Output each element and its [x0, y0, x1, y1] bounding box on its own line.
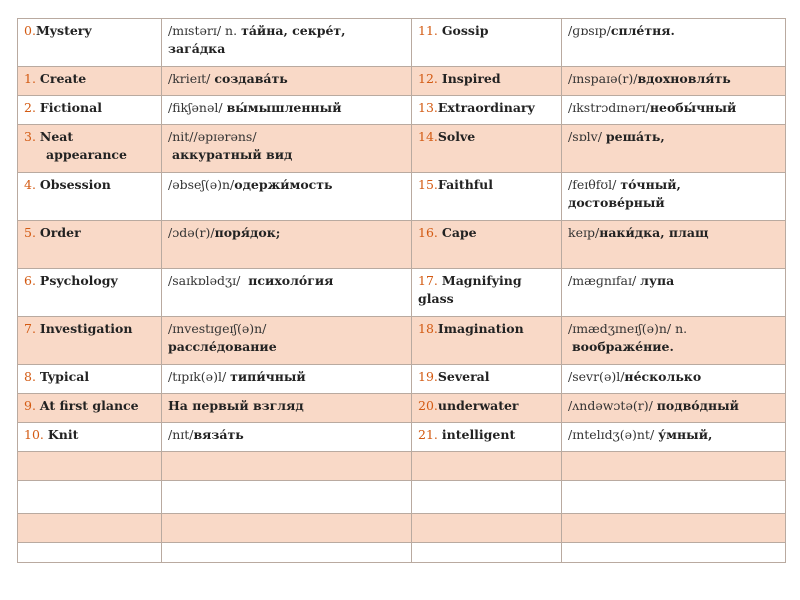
word-cell: 7. Investigation — [18, 317, 162, 365]
word-cell: 4. Obsession — [18, 173, 162, 221]
table-row — [18, 19, 786, 67]
empty-cell — [562, 514, 786, 543]
word-cell: 14.Solve — [412, 125, 562, 173]
table-row — [18, 125, 786, 173]
table-row — [18, 423, 786, 452]
word-cell: 3. Neat appearance — [18, 125, 162, 173]
empty-cell — [562, 481, 786, 514]
translation-cell: /fikʃənəl/ вы́мышленный — [162, 96, 412, 125]
word-cell: 2. Fictional — [18, 96, 162, 125]
empty-cell — [18, 452, 162, 481]
word-cell: 6. Psychology — [18, 269, 162, 317]
table-row — [18, 317, 786, 365]
table-row — [18, 269, 786, 317]
translation-cell: /feɪθfʊl/ то́чный, достове́рный — [562, 173, 786, 221]
word-cell: 20.underwater — [412, 394, 562, 423]
translation-cell: keɪp/наки́дка, плащ — [562, 221, 786, 269]
translation-cell: На первый взгляд — [162, 394, 412, 423]
translation-cell: /krieɪt/ создава́ть — [162, 67, 412, 96]
empty-row — [18, 514, 786, 543]
empty-row — [18, 481, 786, 514]
word-cell: 19.Several — [412, 365, 562, 394]
empty-cell — [412, 543, 562, 563]
word-cell: 18.Imagination — [412, 317, 562, 365]
empty-cell — [562, 543, 786, 563]
word-cell: 13.Extraordinary — [412, 96, 562, 125]
empty-cell — [412, 452, 562, 481]
table-row — [18, 67, 786, 96]
word-cell: 12. Inspired — [412, 67, 562, 96]
word-cell: 9. At first glance — [18, 394, 162, 423]
translation-cell: /saɪkɒlədʒɪ/ психоло́гия — [162, 269, 412, 317]
translation-cell: /sɒlv/ реша́ть, — [562, 125, 786, 173]
empty-cell — [162, 543, 412, 563]
empty-cell — [162, 481, 412, 514]
translation-cell: /mæɡnɪfaɪ/ лупа — [562, 269, 786, 317]
translation-cell: /ɪnvestɪɡeɪʃ(ə)n/ рассле́дование — [162, 317, 412, 365]
word-cell: 5. Order — [18, 221, 162, 269]
table-row — [18, 394, 786, 423]
word-cell: 17. Magnifying glass — [412, 269, 562, 317]
translation-cell: /ɪntelɪdʒ(ə)nt/ у́мный, — [562, 423, 786, 452]
translation-cell: /əbseʃ(ə)n/одержи́мость — [162, 173, 412, 221]
word-cell: 10. Knit — [18, 423, 162, 452]
translation-cell: /ɡɒsɪp/спле́тня. — [562, 19, 786, 67]
translation-cell: /ʌndəwɔtə(r)/ подво́дный — [562, 394, 786, 423]
word-cell: 21. intelligent — [412, 423, 562, 452]
word-cell: 15.Faithful — [412, 173, 562, 221]
empty-cell — [18, 481, 162, 514]
vocabulary-table — [17, 18, 786, 563]
empty-cell — [162, 514, 412, 543]
empty-cell — [18, 543, 162, 563]
translation-cell: /nɪt/вяза́ть — [162, 423, 412, 452]
empty-cell — [412, 481, 562, 514]
empty-row — [18, 452, 786, 481]
table-row — [18, 173, 786, 221]
word-cell: 16. Cape — [412, 221, 562, 269]
translation-cell: /ɪnspaɪə(r)/вдохновля́ть — [562, 67, 786, 96]
translation-cell: /ɪkstrɔdɪnərɪ/необы́чный — [562, 96, 786, 125]
translation-cell: /nit//əpɪərəns/ аккуратный вид — [162, 125, 412, 173]
empty-row — [18, 543, 786, 563]
translation-cell: /mɪstərɪ/ n. та́йна, секре́т, зага́дка — [162, 19, 412, 67]
translation-cell: /ɔdə(r)/поря́док; — [162, 221, 412, 269]
translation-cell: /ɪmædʒɪneɪʃ(ə)n/ n. воображе́ние. — [562, 317, 786, 365]
empty-cell — [18, 514, 162, 543]
table-row — [18, 96, 786, 125]
table-row — [18, 221, 786, 269]
table-row — [18, 365, 786, 394]
word-cell: 1. Create — [18, 67, 162, 96]
word-cell: 0.Mystery — [18, 19, 162, 67]
empty-cell — [162, 452, 412, 481]
word-cell: 8. Typical — [18, 365, 162, 394]
translation-cell: /sevr(ə)l/не́сколько — [562, 365, 786, 394]
empty-cell — [562, 452, 786, 481]
word-cell: 11. Gossip — [412, 19, 562, 67]
empty-cell — [412, 514, 562, 543]
translation-cell: /tɪpɪk(ə)l/ типи́чный — [162, 365, 412, 394]
